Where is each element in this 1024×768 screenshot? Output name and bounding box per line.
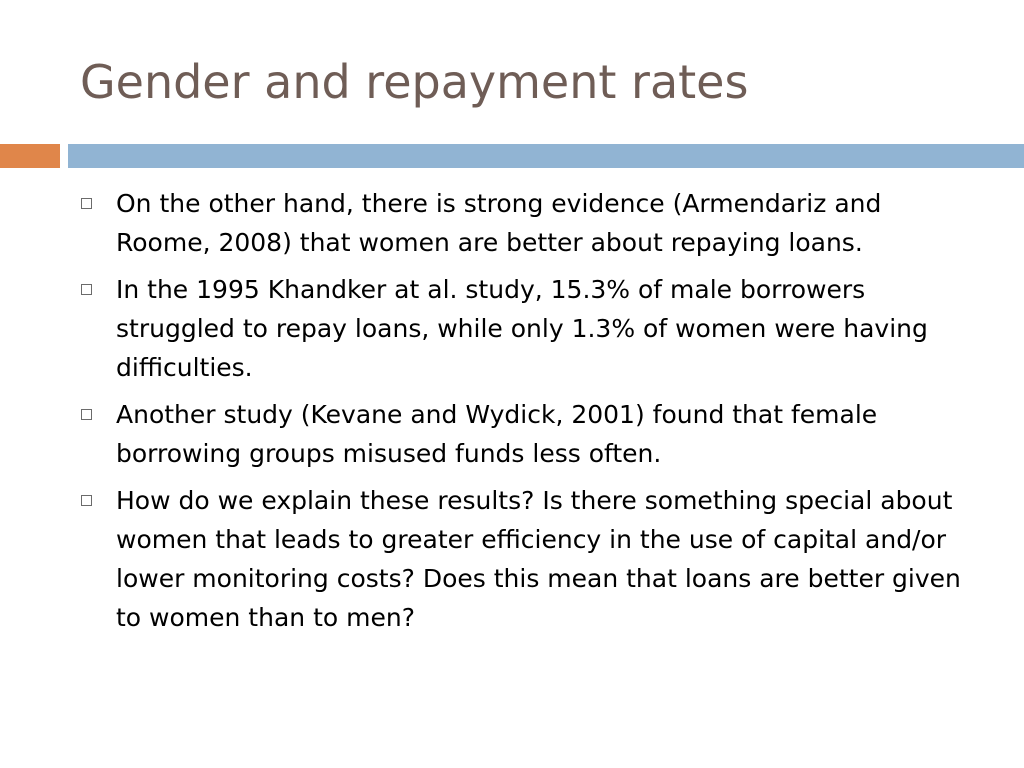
bullet-text: How do we explain these results? Is there something special about women that leads to greater efficiency in the use of capital and/or lower monitoring costs? Does this mean that loans are better given to women than to men? <box>116 486 961 632</box>
bullet-item <box>80 481 980 637</box>
title-rule-accent-orange <box>0 144 60 168</box>
title-rule-accent-blue <box>68 144 1024 168</box>
square-bullet-icon <box>81 409 92 420</box>
bullet-item <box>80 270 980 387</box>
bullet-text: In the 1995 Khandker at al. study, 15.3% of male borrowers struggled to repay loans, while only 1.3% of women were having difficulties. <box>116 275 928 382</box>
slide-title: Gender and repayment rates <box>80 55 749 109</box>
square-bullet-icon <box>81 198 92 209</box>
bullet-item <box>80 395 980 473</box>
bullet-text: Another study (Kevane and Wydick, 2001) found that female borrowing groups misused funds less often. <box>116 400 878 468</box>
square-bullet-icon <box>81 284 92 295</box>
bullet-list <box>80 184 980 645</box>
square-bullet-icon <box>81 495 92 506</box>
bullet-text: On the other hand, there is strong evidence (Armendariz and Roome, 2008) that women are better about repaying loans. <box>116 189 882 257</box>
bullet-item <box>80 184 980 262</box>
